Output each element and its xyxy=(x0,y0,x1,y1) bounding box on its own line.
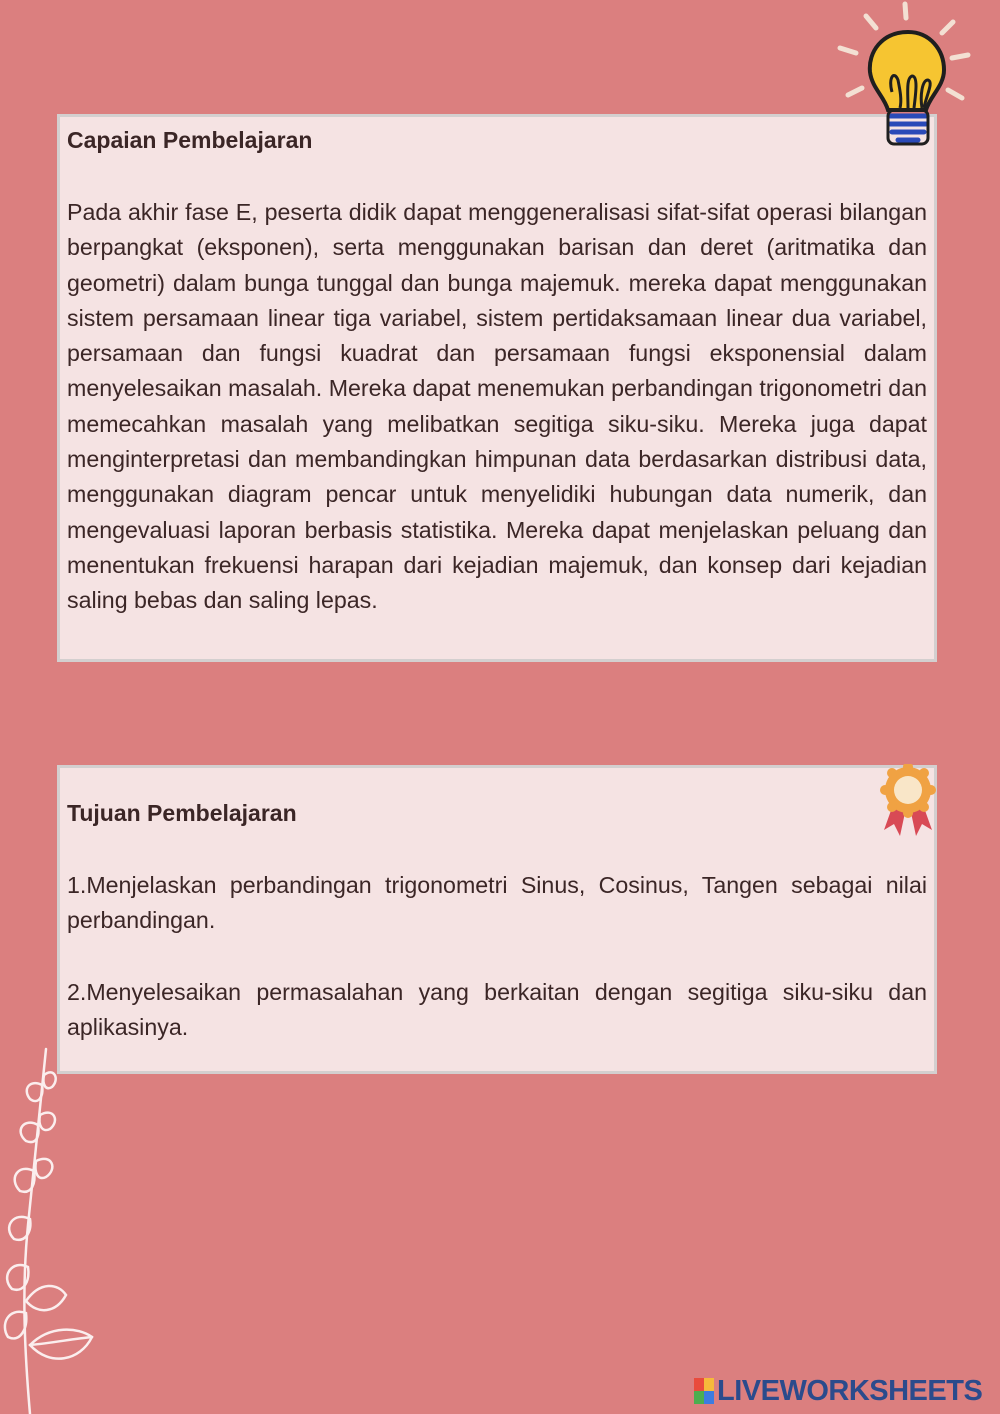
lightbulb-icon xyxy=(830,0,980,150)
goal-item-2: 2.Menyelesaikan permasalahan yang berkaitan dengan segitiga siku-siku dan aplikasinya. xyxy=(67,978,934,1040)
award-ribbon-icon xyxy=(880,764,936,840)
capaian-card xyxy=(57,114,940,662)
liveworksheets-brand-text: LIVEWORKSHEETS xyxy=(717,1374,983,1407)
goal-item-1: 1.Menjelaskan perbandingan trigonometri Sinus, Cosinus, Tangen sebagai nilai perbandingan. xyxy=(67,872,934,934)
capaian-body: Pada akhir fase E, peserta didik dapat menggeneralisasi sifat-sifat operasi bilangan berpangkat (eksponen), serta menggunakan barisan dan deret (aritmatika dan geometri) dalam bunga tunggal dan bunga majemuk. mereka dapat menggunakan sistem persamaan linear tiga variabel, sistem pertidaksamaan linear dua variabel, persamaan dan fungsi kuadrat dan persamaan fungsi eksponensial dalam menyelesaikan masalah. Mereka dapat menemukan perbandingan trigonometri dan memecahkan masalah yang melibatkan segitiga siku-siku. Mereka juga dapat menginterpretasi dan membandingkan himpunan data berdasarkan distribusi data, menggunakan diagram pencar untuk menyelidiki hubungan data numerik, dan mengevaluasi laporan berbasis statistika. Mereka dapat menjelaskan peluang dan menentukan frekuensi harapan dari kejadian majemuk, dan konsep dari kejadian saling bebas dan saling lepas. xyxy=(67,199,940,614)
leaf-vine-decoration xyxy=(0,1045,110,1414)
liveworksheets-logo-icon xyxy=(694,1378,714,1404)
tujuan-card xyxy=(57,765,937,1074)
tujuan-title: Tujuan Pembelajaran xyxy=(67,800,297,826)
liveworksheets-brand xyxy=(694,1374,982,1408)
capaian-title: Capaian Pembelajaran xyxy=(67,127,313,153)
